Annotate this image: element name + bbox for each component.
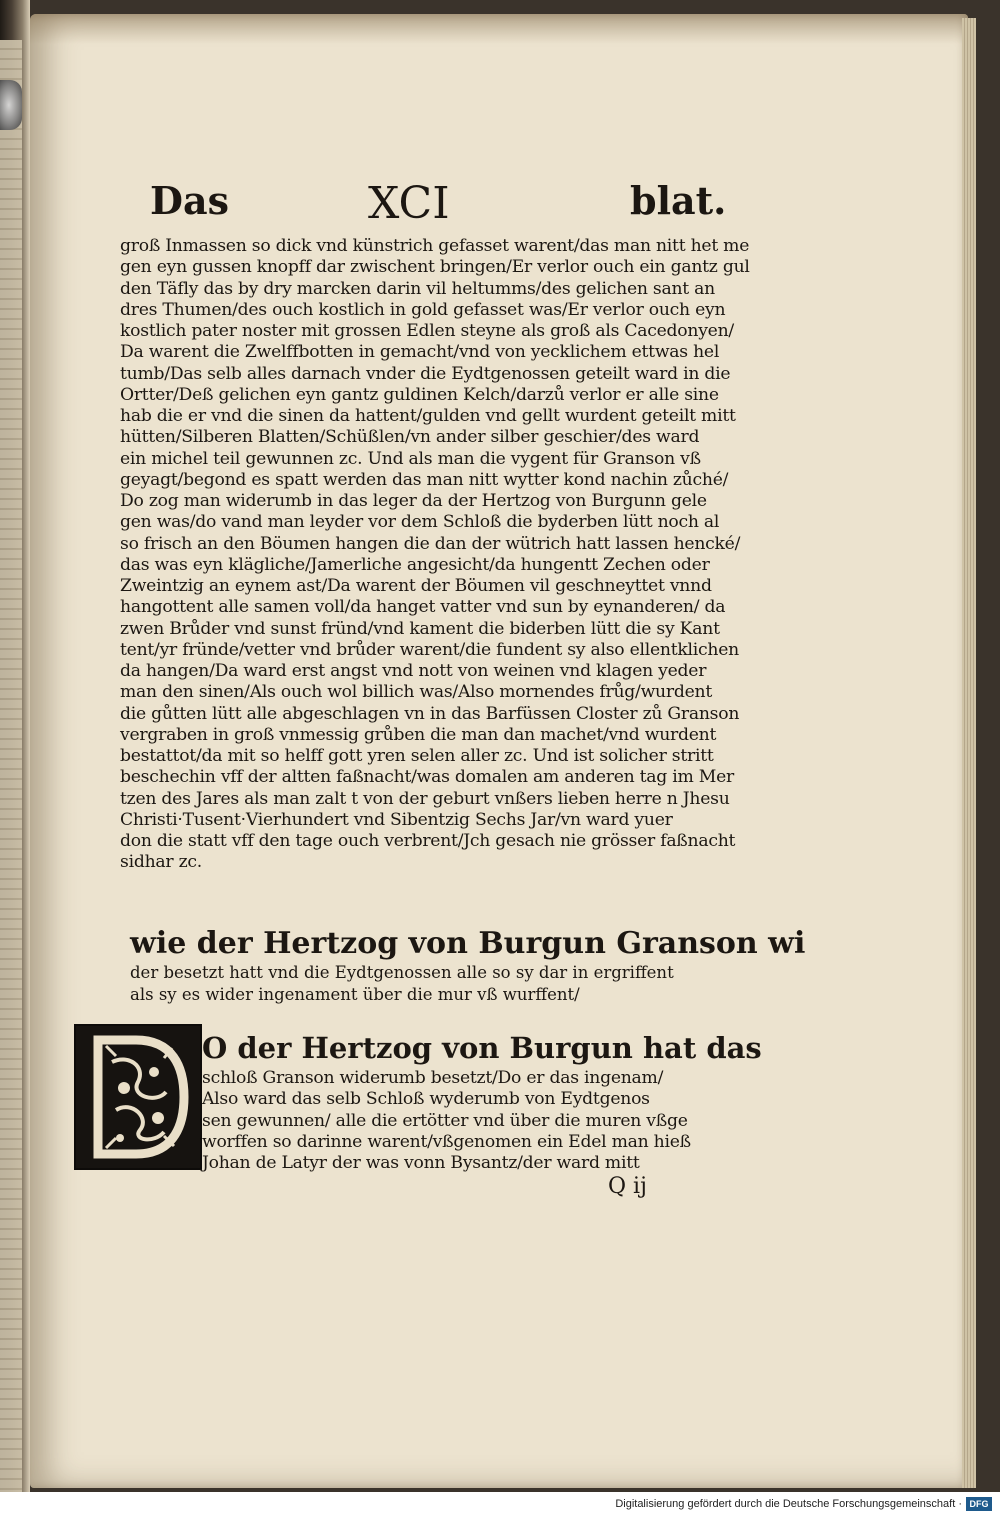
text-line: geyagt/begond es spatt werden das man nitt wytter kond nachin zůché/ [120,469,729,490]
text-line: Also ward das selb Schloß wyderumb von Eydtgenos [202,1089,650,1110]
running-head-left: Das [150,178,229,223]
decorated-initial-d [74,1024,202,1170]
text-line: da hangen/Da ward erst angst vnd nott von weinen vnd klagen yeder [120,661,707,681]
section-first-line: O der Hertzog von Burgun hat das [202,1031,762,1065]
text-line: tent/yr fründe/vetter vnd brůder warent/die fundent sy also ellentklichen [120,639,739,660]
signature-mark: Q ij [608,1174,647,1199]
text-line: die gůtten lütt alle abgeschlagen vn in das Barfüssen Closter zů Granson [120,703,740,724]
heading-line-1: wie der Hertzog von Burgun Granson wi [130,926,806,961]
text-line: hab die er vnd die sinen da hattent/gulden vnd gellt wurdent geteilt mitt [120,406,736,426]
text-line: kostlich pater noster mit grossen Edlen steyne als groß als Cacedonyen/ [120,321,734,341]
text-line: ein michel teil gewunnen zc. Und als man die vygent für Granson vß [120,448,701,469]
page-top-shadow [30,14,968,44]
body-text-block [120,236,750,874]
text-line: man den sinen/Als ouch wol billich was/Also mornendes frůg/wurdent [120,682,712,703]
text-line: don die statt vff den tage ouch verbrent/Jch gesach nie grösser faßnacht [120,831,736,851]
text-line: sidhar zc. [120,852,202,873]
text-line: tumb/Das selb alles darnach vnder die Eydtgenossen geteilt ward in die [120,363,731,384]
page-clip [0,80,22,130]
facing-page-strip [0,40,22,1500]
text-line: bestattot/da mit so helff gott yren selen aller zc. Und ist solicher stritt [120,746,714,766]
text-line: Johan de Latyr der was vonn Bysantz/der ward mitt [202,1153,640,1173]
text-line: den Täfly das by dry marcken darin vil heltumms/des gelichen sant an [120,278,715,299]
section-text [202,1028,762,1174]
dfg-logo: DFG [966,1497,992,1511]
funding-credit: Digitalisierung gefördert durch die Deutsche Forschungsgemeinschaft · [615,1498,962,1510]
text-line: sen gewunnen/ alle die ertötter vnd über die muren vßge [202,1110,688,1131]
text-line: vergraben in groß vnmessig grůben die man dan machet/vnd wurdent [120,724,717,745]
heading-line-3: als sy es wider ingenament über die mur vß wurffent/ [130,985,580,1004]
text-line: Do zog man widerumb in das leger da der Hertzog von Burgunn gele [120,491,707,511]
text-line: Ortter/Deß gelichen eyn gantz guldinen Kelch/darzů verlor er alle sine [120,384,719,405]
text-line: tzen des Jares als man zalt t von der geburt vnßers lieben herre n Jhesu [120,788,730,809]
text-line: hangottent alle samen voll/da hanget vatter vnd sun by eynanderen/ da [120,597,726,618]
ornament-initial-icon [76,1026,200,1168]
text-line: zwen Brůder vnd sunst fründ/vnd kament die biderben lütt die sy Kant [120,618,720,639]
text-line: gen eyn gussen knopff dar zwischent bringen/Er verlor ouch ein gantz gul [120,257,750,278]
page-stack-edge [962,18,976,1488]
text-line: Zweintzig an eynem ast/Da warent der Böumen vil geschneyttet vnnd [120,576,712,596]
text-line: gen was/do vand man leyder vor dem Schloß die byderben lütt noch al [120,512,720,533]
text-line: beschechin vff der altten faßnacht/was domalen am anderen tag im Mer [120,767,735,788]
text-line: Christi·Tusent·Vierhundert vnd Sibentzig Sechs Jar/vn ward yuer [120,809,673,830]
folio-number: XCI [368,178,450,229]
text-line: Da warent die Zwelffbotten in gemacht/vnd von yecklichem ettwas hel [120,342,720,363]
text-line: dres Thumen/des ouch kostlich in gold gefasset was/Er verlor ouch eyn [120,299,726,320]
text-line: groß Inmassen so dick vnd künstrich gefasset warent/das man nitt het me [120,236,750,256]
text-line: hütten/Silberen Blatten/Schüßlen/vn ander silber geschier/des ward [120,427,700,448]
text-line: das was eyn klägliche/Jamerliche angesicht/da hungentt Zechen oder [120,554,710,575]
running-head-right: blat. [630,178,727,223]
text-line: worffen so darinne warent/vßgenomen ein Edel man hieß [202,1131,691,1152]
heading-line-2: der besetzt hatt vnd die Eydtgenossen alle so sy dar in ergriffent [130,963,674,982]
text-line: so frisch an den Böumen hangen die dan der wütrich hatt lassen hencké/ [120,533,741,554]
chapter-heading [130,926,806,1006]
text-line: schloß Granson widerumb besetzt/Do er das ingenam/ [202,1068,664,1088]
footer-bar [0,1492,1000,1517]
